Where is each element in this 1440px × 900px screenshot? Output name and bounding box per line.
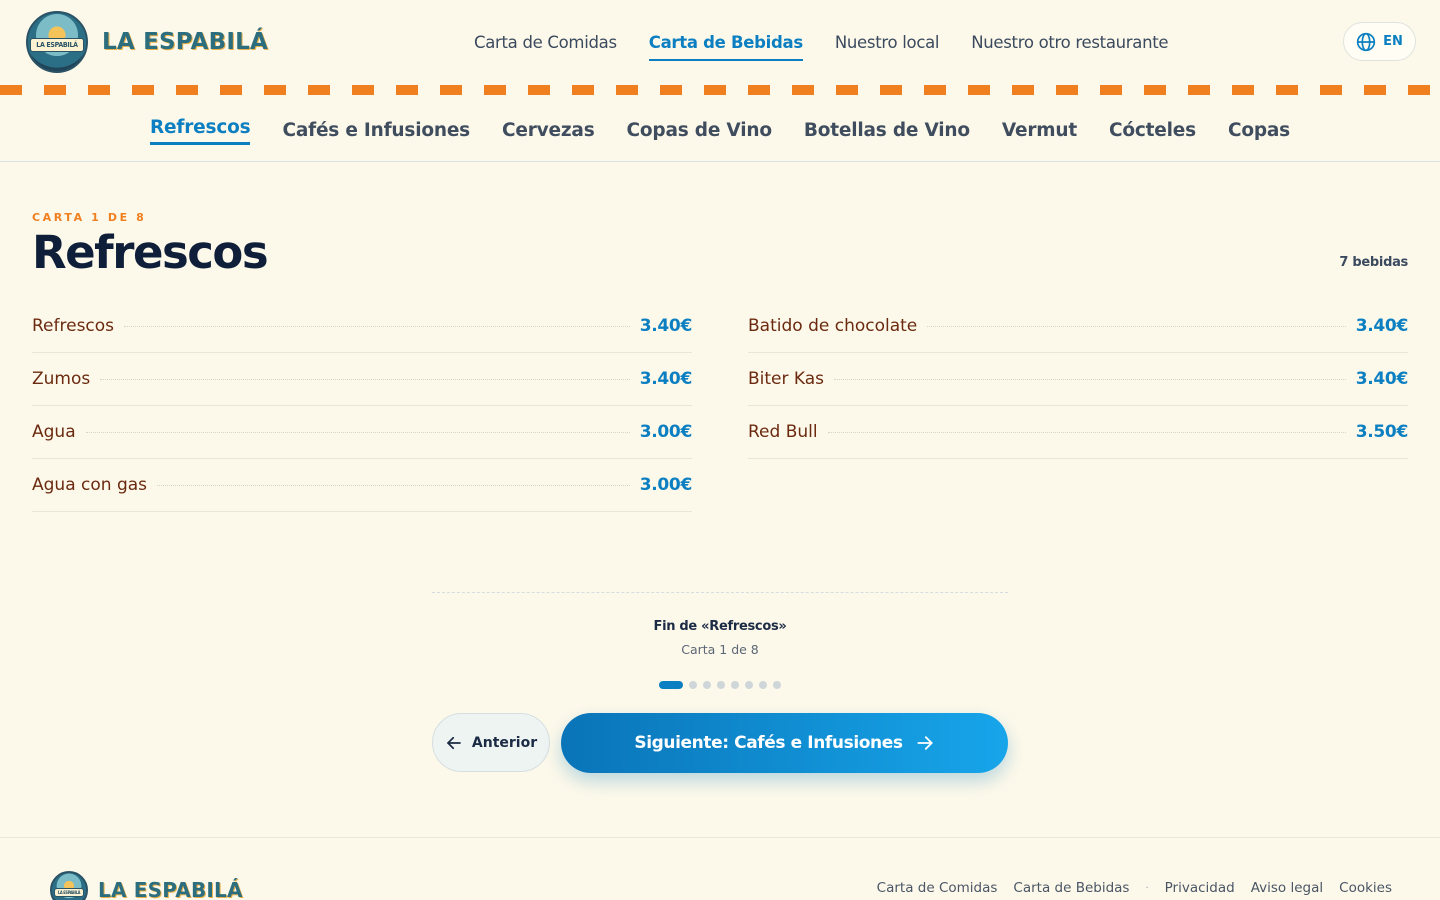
dotted-leader — [927, 326, 1345, 327]
page-dot[interactable] — [689, 681, 697, 689]
category-tabs — [0, 95, 1440, 162]
dotted-leader — [124, 326, 630, 327]
dotted-leader — [157, 485, 630, 486]
item-name: Biter Kas — [748, 369, 825, 389]
drinks-count: 7 bebidas — [1339, 255, 1408, 270]
menu-item — [748, 300, 1408, 353]
footer-link-carta-bebidas[interactable]: Carta de Bebidas — [1013, 880, 1130, 896]
end-subtitle: Carta 1 de 8 — [681, 642, 759, 657]
brand-logo-link[interactable] — [26, 11, 268, 73]
item-name: Agua con gas — [32, 475, 148, 495]
footer-link-aviso-legal[interactable]: Aviso legal — [1250, 880, 1324, 896]
arrow-left-icon — [445, 734, 463, 752]
dotted-leader — [86, 432, 630, 433]
next-button[interactable] — [561, 713, 1008, 773]
page-dot[interactable] — [703, 681, 711, 689]
item-price: 3.40€ — [639, 369, 692, 389]
previous-button[interactable] — [432, 713, 550, 772]
tab-cocteles[interactable]: Cócteles — [1109, 119, 1196, 141]
arrow-right-icon — [915, 733, 935, 753]
item-name: Zumos — [32, 369, 91, 389]
menu-item — [32, 406, 692, 459]
tab-vermut[interactable]: Vermut — [1001, 119, 1077, 141]
item-price: 3.40€ — [1355, 316, 1408, 336]
item-price: 3.00€ — [639, 475, 692, 495]
previous-button-label: Anterior — [471, 734, 538, 751]
menu-list-left — [32, 300, 692, 512]
menu-list-right — [748, 300, 1408, 459]
menu-item — [748, 353, 1408, 406]
item-name: Batido de chocolate — [748, 316, 918, 336]
page-dot[interactable] — [773, 681, 781, 689]
item-name: Agua — [32, 422, 76, 442]
menu-item — [748, 406, 1408, 459]
tab-cafes-infusiones[interactable]: Cafés e Infusiones — [282, 119, 470, 141]
end-title: Fin de «Refrescos» — [653, 619, 787, 634]
item-price: 3.40€ — [639, 316, 692, 336]
item-name: Refrescos — [32, 316, 115, 336]
item-name: Red Bull — [748, 422, 818, 442]
section-eyebrow: CARTA 1 DE 8 — [32, 211, 147, 224]
dotted-leader — [834, 379, 1346, 380]
menu-item — [32, 459, 692, 512]
nav-carta-comidas[interactable]: Carta de Comidas — [474, 32, 617, 52]
dotted-leader — [100, 379, 629, 380]
footer-brand-name: LA ESPABILÁ — [98, 878, 243, 900]
page-title: Refrescos — [32, 226, 268, 279]
menu-item — [32, 300, 692, 353]
item-price: 3.40€ — [1355, 369, 1408, 389]
page-dot[interactable] — [717, 681, 725, 689]
decorative-dashed-divider — [0, 85, 1440, 95]
page-dot[interactable] — [759, 681, 767, 689]
footer-logo-ribbon: LA ESPABILÁ — [54, 888, 84, 897]
nav-otro-restaurante[interactable]: Nuestro otro restaurante — [971, 32, 1169, 52]
nav-carta-bebidas[interactable]: Carta de Bebidas — [648, 32, 803, 52]
page-dot[interactable] — [659, 681, 683, 689]
menu-item — [32, 353, 692, 406]
logo-badge-icon — [26, 11, 88, 73]
tab-copas-de-vino[interactable]: Copas de Vino — [626, 119, 772, 141]
nav-nuestro-local[interactable]: Nuestro local — [834, 32, 940, 52]
item-price: 3.50€ — [1355, 422, 1408, 442]
globe-icon — [1356, 32, 1376, 52]
next-button-label: Siguiente: Cafés e Infusiones — [634, 733, 903, 753]
brand-name: LA ESPABILÁ — [102, 29, 269, 55]
site-footer — [0, 837, 1440, 900]
page-dot[interactable] — [745, 681, 753, 689]
footer-brand-link[interactable] — [50, 871, 243, 900]
tab-botellas-de-vino[interactable]: Botellas de Vino — [803, 119, 970, 141]
logo-ribbon: LA ESPABILÁ — [30, 38, 84, 52]
footer-link-privacidad[interactable]: Privacidad — [1164, 880, 1235, 896]
footer-links — [861, 880, 1392, 896]
tab-refrescos[interactable]: Refrescos — [150, 116, 251, 138]
language-label: EN — [1383, 34, 1403, 49]
item-price: 3.00€ — [639, 422, 692, 442]
page-dot[interactable] — [731, 681, 739, 689]
footer-link-carta-comidas[interactable]: Carta de Comidas — [876, 880, 998, 896]
tab-cervezas[interactable]: Cervezas — [502, 119, 595, 141]
footer-separator: · — [1145, 882, 1149, 894]
language-switch-button[interactable] — [1343, 22, 1416, 61]
footer-logo-icon — [50, 871, 88, 900]
end-divider — [432, 592, 1008, 593]
footer-link-cookies[interactable]: Cookies — [1339, 880, 1392, 896]
page-dots — [659, 681, 781, 689]
main-nav — [474, 0, 1200, 84]
site-header — [0, 0, 1440, 84]
dotted-leader — [828, 432, 1346, 433]
tab-copas[interactable]: Copas — [1227, 119, 1290, 141]
